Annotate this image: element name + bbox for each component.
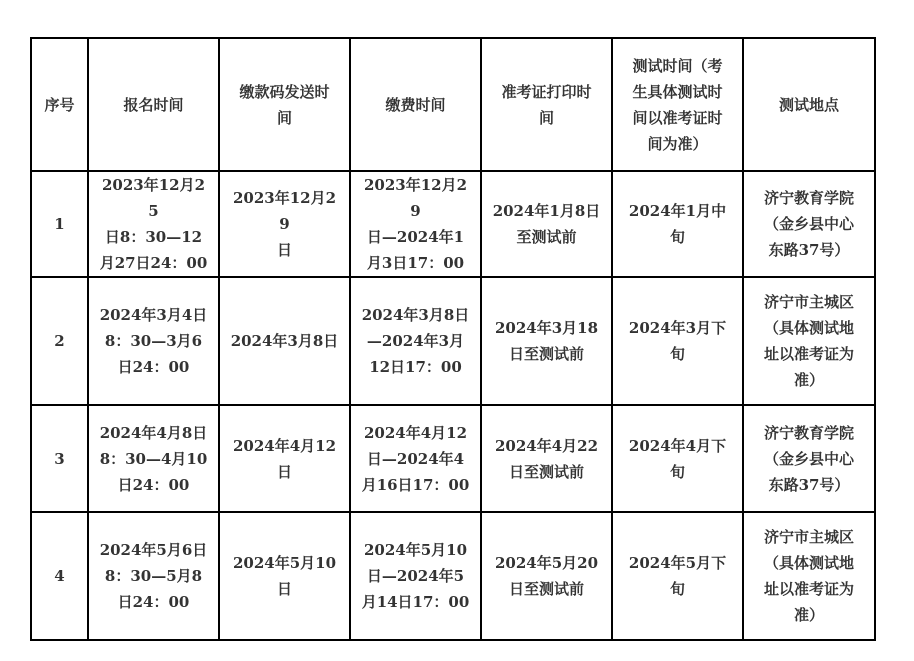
cell-test-time: 2024年3月下 旬 (612, 277, 743, 405)
cell-payment-code-time: 2024年4月12 日 (219, 405, 350, 512)
table-row (31, 171, 875, 277)
cell-registration-time: 2024年4月8日 8：30—4月10 日24：00 (88, 405, 219, 512)
table-header-row (31, 38, 875, 171)
table-row (31, 405, 875, 512)
cell-registration-time: 2024年3月4日 8：30—3月6 日24：00 (88, 277, 219, 405)
header-test-time: 测试时间（考 生具体测试时 间以准考证时 间为准） (612, 38, 743, 171)
cell-test-location: 济宁市主城区 （具体测试地 址以准考证为 准） (743, 512, 875, 640)
cell-test-location: 济宁教育学院 （金乡县中心 东路37号） (743, 405, 875, 512)
cell-seq: 2 (31, 277, 88, 405)
table-row (31, 277, 875, 405)
header-admission-print-time: 准考证打印时 间 (481, 38, 612, 171)
cell-payment-code-time: 2024年3月8日 (219, 277, 350, 405)
cell-admission-print-time: 2024年1月8日 至测试前 (481, 171, 612, 277)
document-body (30, 37, 876, 641)
cell-payment-time: 2024年3月8日 —2024年3月 12日17：00 (350, 277, 481, 405)
table-row (31, 512, 875, 640)
cell-payment-code-time: 2024年5月10 日 (219, 512, 350, 640)
cell-payment-time: 2024年4月12 日—2024年4 月16日17：00 (350, 405, 481, 512)
header-registration-time: 报名时间 (88, 38, 219, 171)
header-payment-time: 缴费时间 (350, 38, 481, 171)
cell-test-time: 2024年5月下 旬 (612, 512, 743, 640)
cell-test-location: 济宁市主城区 （具体测试地 址以准考证为 准） (743, 277, 875, 405)
header-test-location: 测试地点 (743, 38, 875, 171)
cell-payment-code-time: 2023年12月29 日 (219, 171, 350, 277)
cell-test-location: 济宁教育学院 （金乡县中心 东路37号） (743, 171, 875, 277)
cell-admission-print-time: 2024年5月20 日至测试前 (481, 512, 612, 640)
cell-test-time: 2024年1月中 旬 (612, 171, 743, 277)
header-payment-code-time: 缴款码发送时 间 (219, 38, 350, 171)
cell-payment-time: 2024年5月10 日—2024年5 月14日17：00 (350, 512, 481, 640)
cell-admission-print-time: 2024年3月18 日至测试前 (481, 277, 612, 405)
cell-test-time: 2024年4月下 旬 (612, 405, 743, 512)
cell-seq: 3 (31, 405, 88, 512)
cell-seq: 4 (31, 512, 88, 640)
cell-admission-print-time: 2024年4月22 日至测试前 (481, 405, 612, 512)
header-seq: 序号 (31, 38, 88, 171)
cell-registration-time: 2023年12月25 日8：30—12 月27日24：00 (88, 171, 219, 277)
cell-payment-time: 2023年12月29 日—2024年1 月3日17：00 (350, 171, 481, 277)
cell-registration-time: 2024年5月6日 8：30—5月8 日24：00 (88, 512, 219, 640)
cell-seq: 1 (31, 171, 88, 277)
exam-schedule-table (30, 37, 876, 641)
